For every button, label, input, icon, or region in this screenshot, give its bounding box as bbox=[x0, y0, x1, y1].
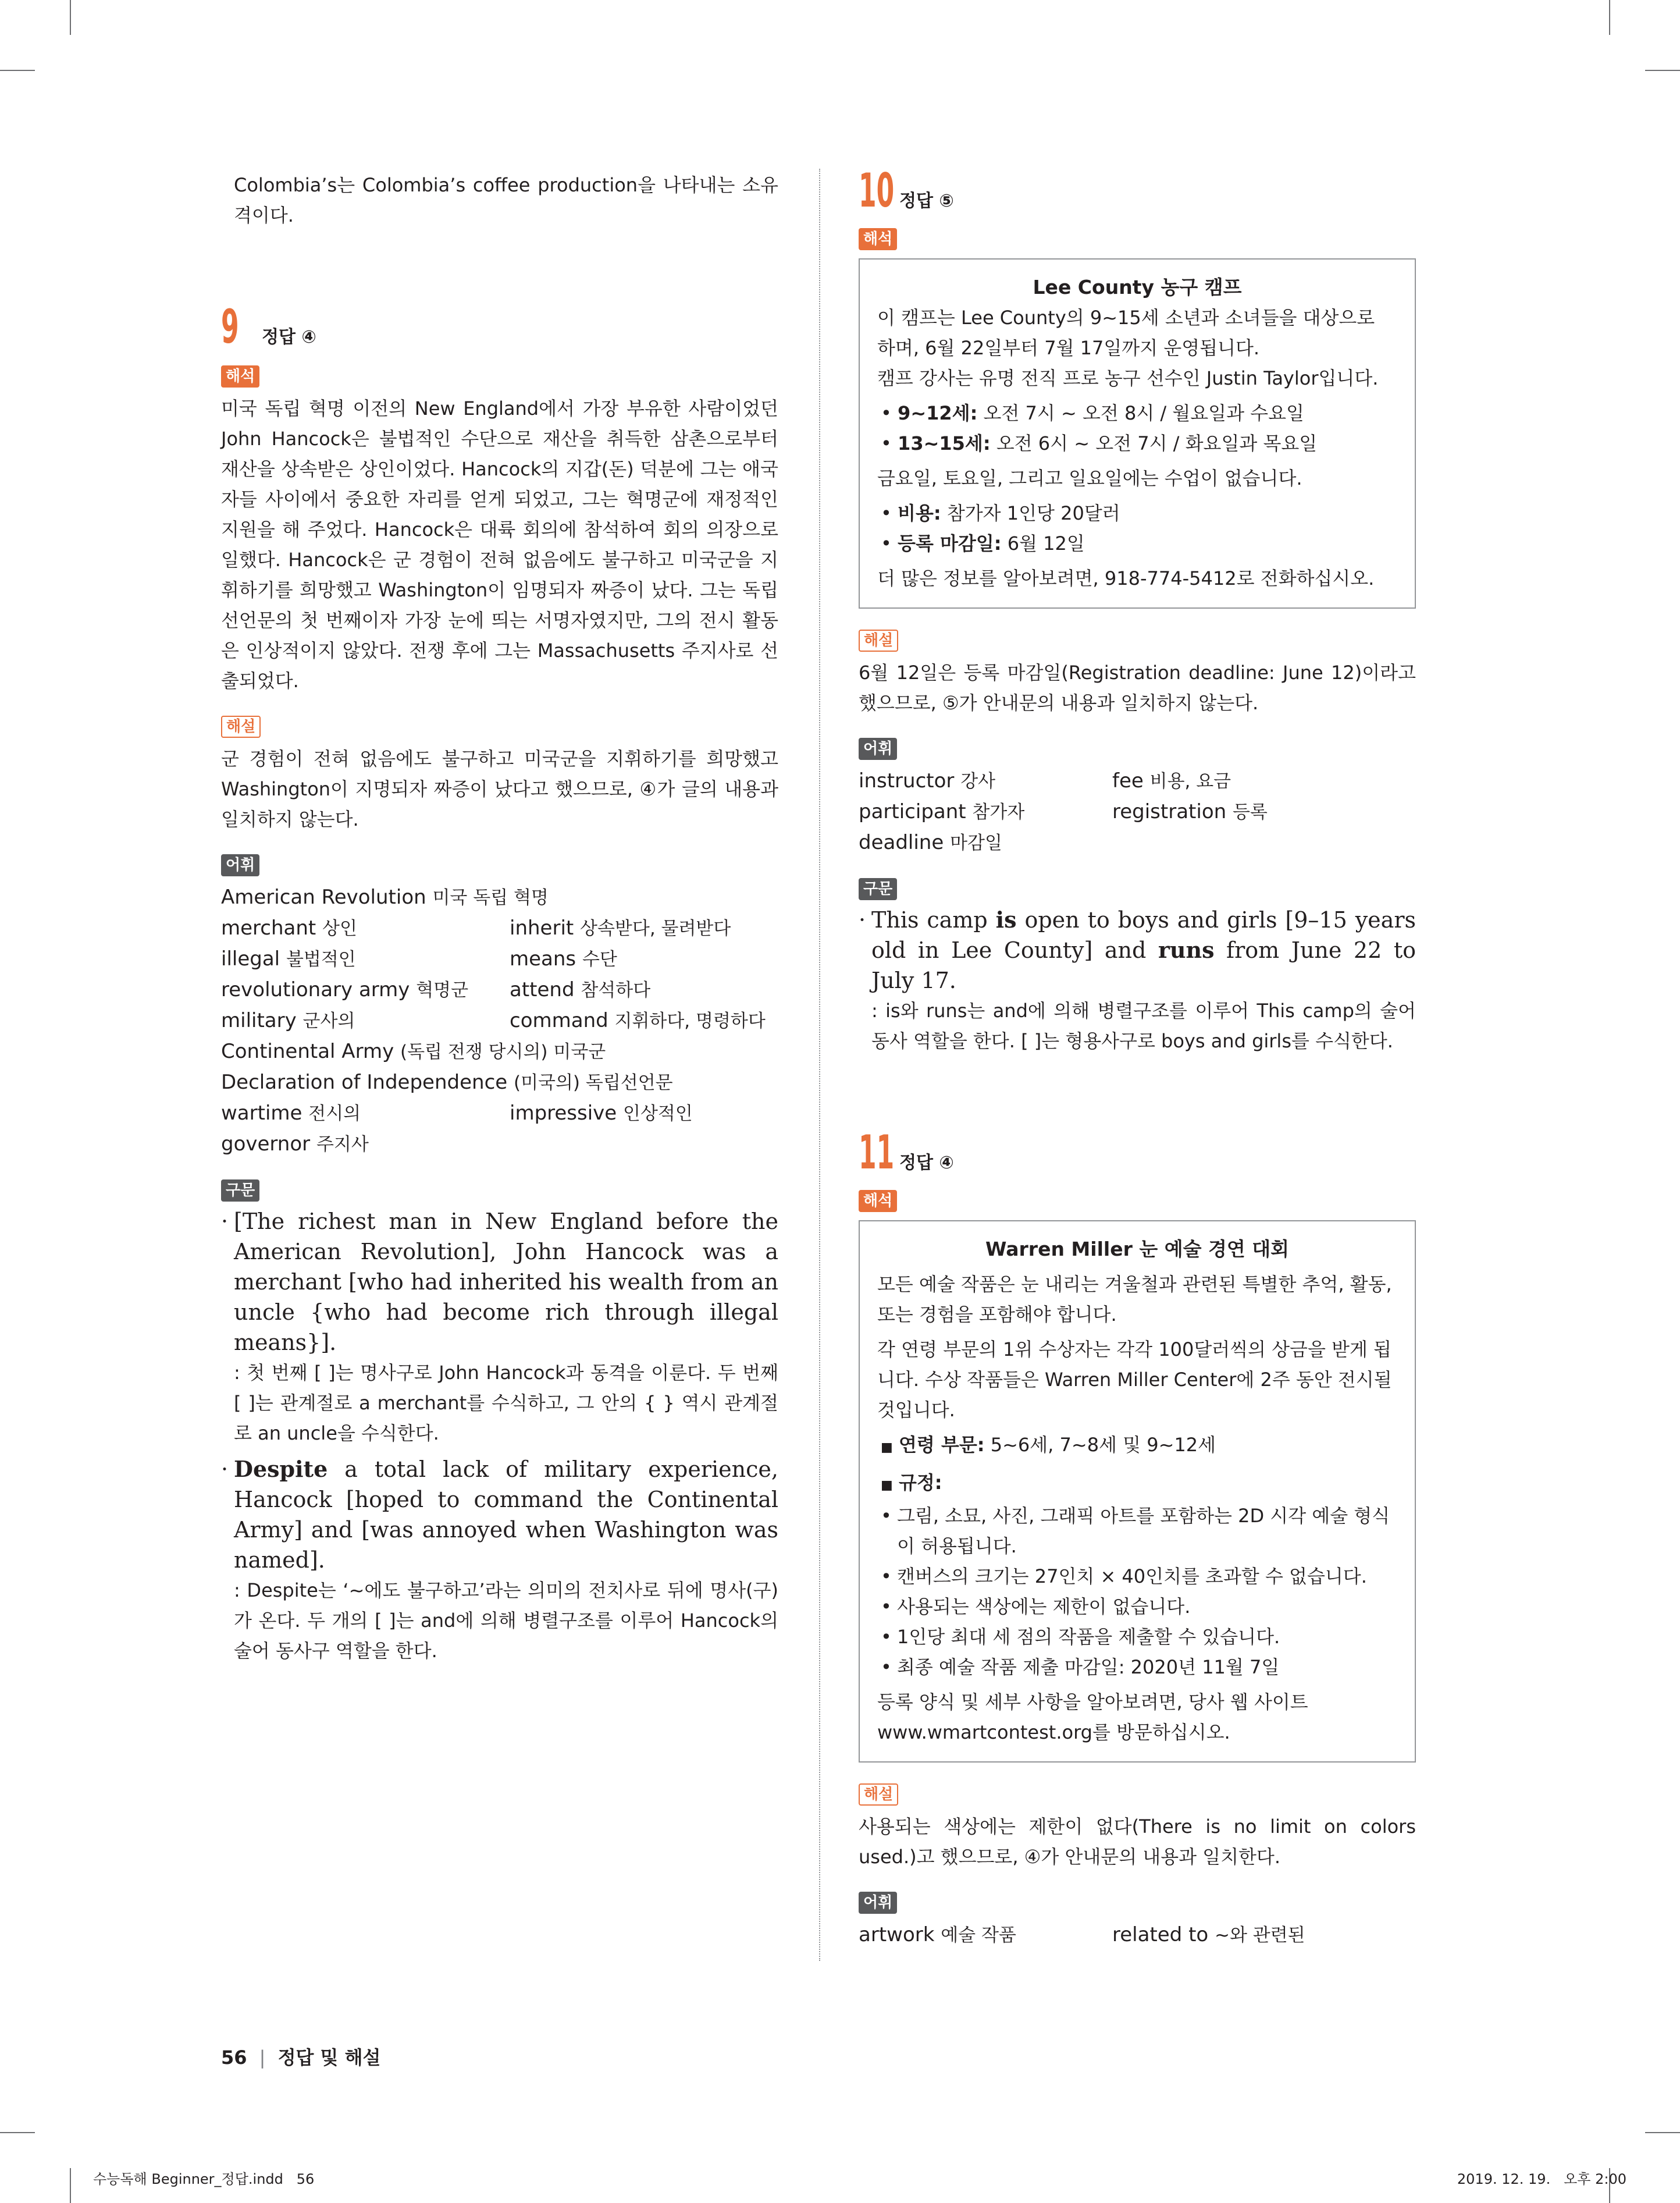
crop-mark bbox=[70, 2168, 71, 2203]
column-divider bbox=[819, 169, 820, 1961]
vocab-item: registration 등록 bbox=[1112, 800, 1268, 823]
crop-mark bbox=[0, 70, 35, 71]
rule-item: • 1인당 최대 세 점의 작품을 제출할 수 있습니다. bbox=[881, 1626, 1280, 1648]
explanation-text: 사용되는 색상에는 제한이 없다(There is no limit on colors used.)고 했으므로, ④가 안내문의 내용과 일치한다. bbox=[859, 1815, 1416, 1868]
vocab-item: revolutionary army 혁명군 bbox=[221, 978, 469, 1001]
syntax-item: · This camp is open to boys and girls [9–15 years old in Lee County] and runs from June 22 to July 17. : is와 runs는 and에 의해 병렬구조를 이루어 This camp의 술어 동사 역할을 한다. [ ]는 형용사구로 boys and girls를 수식한다. bbox=[859, 905, 1416, 1056]
notice-paragraph: 더 많은 정보를 알아보려면, 918-774-5412로 전화하십시오. bbox=[877, 567, 1375, 589]
vocab-item: impressive 인상적인 bbox=[510, 1102, 693, 1125]
schedule-list bbox=[877, 398, 1397, 459]
question-9 bbox=[221, 300, 778, 1666]
syntax-note: : 첫 번째 [ ]는 명사구로 John Hancock과 동격을 이룬다. 두 번째 [ ]는 관계절로 a merchant를 수식하고, 그 안의 { } 역시 관계절로 an uncle을 수식한다. bbox=[234, 1362, 778, 1444]
rule-item: • 캔버스의 크기는 27인치 × 40인치를 초과할 수 없습니다. bbox=[881, 1565, 1367, 1587]
schedule-item: • 9~12세: 오전 7시 ~ 오전 8시 / 월요일과 수요일 bbox=[881, 402, 1304, 424]
vocab-item: American Revolution 미국 독립 혁명 bbox=[221, 886, 549, 909]
age-division: ■ 연령 부문: 5~6세, 7~8세 및 9~12세 bbox=[881, 1434, 1216, 1456]
vocab-tag: 어휘 bbox=[221, 854, 259, 876]
question-number: 10 bbox=[859, 164, 895, 218]
notice-box bbox=[859, 258, 1416, 609]
syntax-item-2: · Despite a total lack of military experience, Hancock [hoped to command the Continental Army] and [was annoyed when Washington was named]. : Despite는 ‘~에도 불구하고’라는 의미의 전치사로 뒤에 명사(구)가 온다. 두 개의 [ ]는 and에 의해 병렬구조를 이루어 Hancock의 술어 동사구 역할을 한다. bbox=[221, 1454, 778, 1666]
info-item: • 등록 마감일: 6월 12일 bbox=[881, 532, 1085, 555]
answer-label: 정답 ⑤ bbox=[899, 191, 954, 211]
vocab-item: Declaration of Independence (미국의) 독립선언문 bbox=[221, 1071, 673, 1094]
vocab-item: means 수단 bbox=[510, 947, 617, 971]
vocab-item: merchant 상인 bbox=[221, 916, 357, 940]
vocab-item: Continental Army (독립 전쟁 당시의) 미국군 bbox=[221, 1040, 606, 1063]
footer-separator: | bbox=[259, 2046, 266, 2069]
vocab-list bbox=[859, 1920, 1416, 1950]
vocab-list bbox=[859, 766, 1416, 858]
vocab-item: attend 참석하다 bbox=[510, 978, 651, 1001]
rules-heading: ■ 규정: bbox=[881, 1472, 942, 1494]
vocab-item: fee 비용, 요금 bbox=[1112, 769, 1231, 793]
notice-paragraph: 금요일, 토요일, 그리고 일요일에는 수업이 없습니다. bbox=[877, 467, 1302, 489]
explanation-tag: 해설 bbox=[221, 716, 261, 738]
syntax-sentence: [The richest man in New England before the American Revolution], John Hancock was a merchant [who had inherited his wealth from an uncle {who had become rich through illegal means}]. bbox=[234, 1209, 778, 1355]
vocab-tag: 어휘 bbox=[859, 738, 897, 760]
crop-mark bbox=[70, 0, 71, 35]
vocab-item: command 지휘하다, 명령하다 bbox=[510, 1009, 766, 1032]
notice-paragraph: 이 캠프는 Lee County의 9~15세 소년과 소녀들을 대상으로 하며, 6월 22일부터 7월 17일까지 운영됩니다. bbox=[877, 307, 1375, 359]
notice-paragraph: 각 연령 부문의 1위 수상자는 각각 100달러씩의 상금을 받게 됩니다. 수상 작품들은 Warren Miller Center에 2주 동안 전시될 것입니다. bbox=[877, 1338, 1392, 1421]
syntax-note: : Despite는 ‘~에도 불구하고’라는 의미의 전치사로 뒤에 명사(구)가 온다. 두 개의 [ ]는 and에 의해 병렬구조를 이루어 Hancock의 술어 동사구 역할을 한다. bbox=[234, 1579, 778, 1662]
syntax-item-1: · [The richest man in New England before the American Revolution], John Hancock was a merchant [who had inherited his wealth from an uncle {who had become rich through illegal means}]. : 첫 번째 [ ]는 명사구로 John Hancock과 동격을 이룬다. 두 번째 [ ]는 관계절로 a merchant를 수식하고, 그 안의 { } 역시 관계절로 an uncle을 수식한다. bbox=[221, 1206, 778, 1448]
notice-paragraph: 등록 양식 및 세부 사항을 알아보려면, 당사 웹 사이트 www.wmartcontest.org를 방문하십시오. bbox=[877, 1691, 1308, 1743]
slug-date: 2019. 12. 19. 오후 2:00 bbox=[1457, 2171, 1626, 2187]
notice-title: Lee County 농구 캠프 bbox=[1033, 276, 1242, 299]
syntax-sentence: This camp is open to boys and girls [9–15 years old in Lee County] and runs from June 22 to July 17. bbox=[871, 907, 1416, 993]
crop-mark bbox=[1609, 0, 1610, 35]
translation-tag: 해석 bbox=[221, 365, 259, 388]
vocab-item: participant 참가자 bbox=[859, 800, 1025, 823]
info-list bbox=[877, 498, 1397, 559]
info-item: • 비용: 참가자 1인당 20달러 bbox=[881, 502, 1120, 524]
question-number-header bbox=[221, 300, 778, 354]
vocab-item: deadline 마감일 bbox=[859, 831, 1002, 854]
rule-item: • 사용되는 색상에는 제한이 없습니다. bbox=[881, 1596, 1191, 1618]
syntax-tag: 구문 bbox=[859, 878, 897, 900]
schedule-item: • 13~15세: 오전 6시 ~ 오전 7시 / 화요일과 목요일 bbox=[881, 432, 1318, 454]
rule-item: • 그림, 소묘, 사진, 그래픽 아트를 포함하는 2D 시각 예술 형식이 허용됩니다. bbox=[881, 1505, 1390, 1557]
question-10 bbox=[859, 164, 1416, 1056]
right-column bbox=[859, 164, 1416, 1950]
footer-section: 정답 및 해설 bbox=[277, 2046, 381, 2069]
syntax-tag: 구문 bbox=[221, 1179, 259, 1202]
left-column bbox=[221, 170, 778, 1666]
rules-list bbox=[877, 1501, 1397, 1682]
explanation-tag: 해설 bbox=[859, 630, 898, 652]
vocab-item: illegal 불법적인 bbox=[221, 947, 356, 971]
answer-label: 정답 ④ bbox=[262, 327, 316, 347]
vocab-item: governor 주지사 bbox=[221, 1132, 369, 1156]
slug-file: 수능독해 Beginner_정답.indd 56 bbox=[93, 2171, 315, 2187]
question-number-header bbox=[859, 1125, 1416, 1179]
translation-tag: 해석 bbox=[859, 1190, 897, 1212]
syntax-sentence: Despite a total lack of military experience, Hancock [hoped to command the Continental Army] and [was annoyed when Washington was named]. bbox=[234, 1456, 778, 1573]
crop-mark bbox=[0, 2132, 35, 2133]
vocab-item: instructor 강사 bbox=[859, 769, 996, 793]
vocab-item: artwork 예술 작품 bbox=[859, 1923, 1016, 1946]
translation-text: 미국 독립 혁명 이전의 New England에서 가장 부유한 사람이었던 John Hancock은 불법적인 수단으로 재산을 취득한 삼촌으로부터 재산을 상속받은 상인이었다. Hancock의 지갑(돈) 덕분에 그는 애국자들 사이에서 중요한 자리를 얻게 되었고, 그는 혁명군에 재정적인 지원을 해 주었다. Hancock은 대륙 회의에 참석하여 회의 의장으로 일했다. Hancock은 군 경험이 전혀 없음에도 불구하고 미국군을 지휘하기를 희망했고 Washington이 임명되자 짜증이 났다. 그는 독립선언문의 첫 번째이자 가장 눈에 띄는 서명자였지만, 그의 전시 활동은 인상적이지 않았다. 전쟁 후에 그는 Massachusetts 주지사로 선출되었다. bbox=[221, 397, 778, 692]
answer-label: 정답 ④ bbox=[899, 1153, 954, 1173]
notice-title: Warren Miller 눈 예술 경연 대회 bbox=[985, 1238, 1289, 1260]
vocab-item: wartime 전시의 bbox=[221, 1102, 361, 1125]
vocab-item: inherit 상속받다, 물려받다 bbox=[510, 916, 731, 940]
notice-paragraph: 캠프 강사는 유명 전직 프로 농구 선수인 Justin Taylor입니다. bbox=[877, 367, 1379, 389]
translation-tag: 해석 bbox=[859, 228, 897, 250]
crop-mark bbox=[1645, 70, 1680, 71]
notice-box bbox=[859, 1220, 1416, 1763]
question-number: 9 bbox=[221, 300, 239, 354]
question-number-header bbox=[859, 164, 1416, 218]
vocab-tag: 어휘 bbox=[859, 1892, 897, 1914]
vocab-list bbox=[221, 882, 778, 1160]
rule-item: • 최종 예술 작품 제출 마감일: 2020년 11월 7일 bbox=[881, 1656, 1280, 1678]
explanation-text: 군 경험이 전혀 없음에도 불구하고 미국군을 지휘하기를 희망했고 Washington이 지명되자 짜증이 났다고 했으므로, ④가 글의 내용과 일치하지 않는다. bbox=[221, 748, 778, 830]
question-number: 11 bbox=[859, 1125, 895, 1179]
page-footer bbox=[221, 2046, 380, 2069]
explanation-tag: 해설 bbox=[859, 1783, 898, 1806]
vocab-item: related to ~와 관련된 bbox=[1112, 1923, 1305, 1946]
continuation-text: Colombia’s는 Colombia’s coffee production을 나타내는 소유격이다. bbox=[234, 174, 778, 226]
syntax-note: : is와 runs는 and에 의해 병렬구조를 이루어 This camp의 술어 동사 역할을 한다. [ ]는 형용사구로 boys and girls를 수식한다. bbox=[871, 1000, 1416, 1052]
explanation-text: 6월 12일은 등록 마감일(Registration deadline: June 12)이라고 했으므로, ⑤가 안내문의 내용과 일치하지 않는다. bbox=[859, 662, 1416, 714]
notice-paragraph: 모든 예술 작품은 눈 내리는 겨울철과 관련된 특별한 추억, 활동, 또는 경험을 포함해야 합니다. bbox=[877, 1273, 1392, 1326]
crop-mark bbox=[1645, 2132, 1680, 2133]
question-11 bbox=[859, 1126, 1416, 1950]
page-number: 56 bbox=[221, 2046, 247, 2069]
vocab-item: military 군사의 bbox=[221, 1009, 355, 1032]
